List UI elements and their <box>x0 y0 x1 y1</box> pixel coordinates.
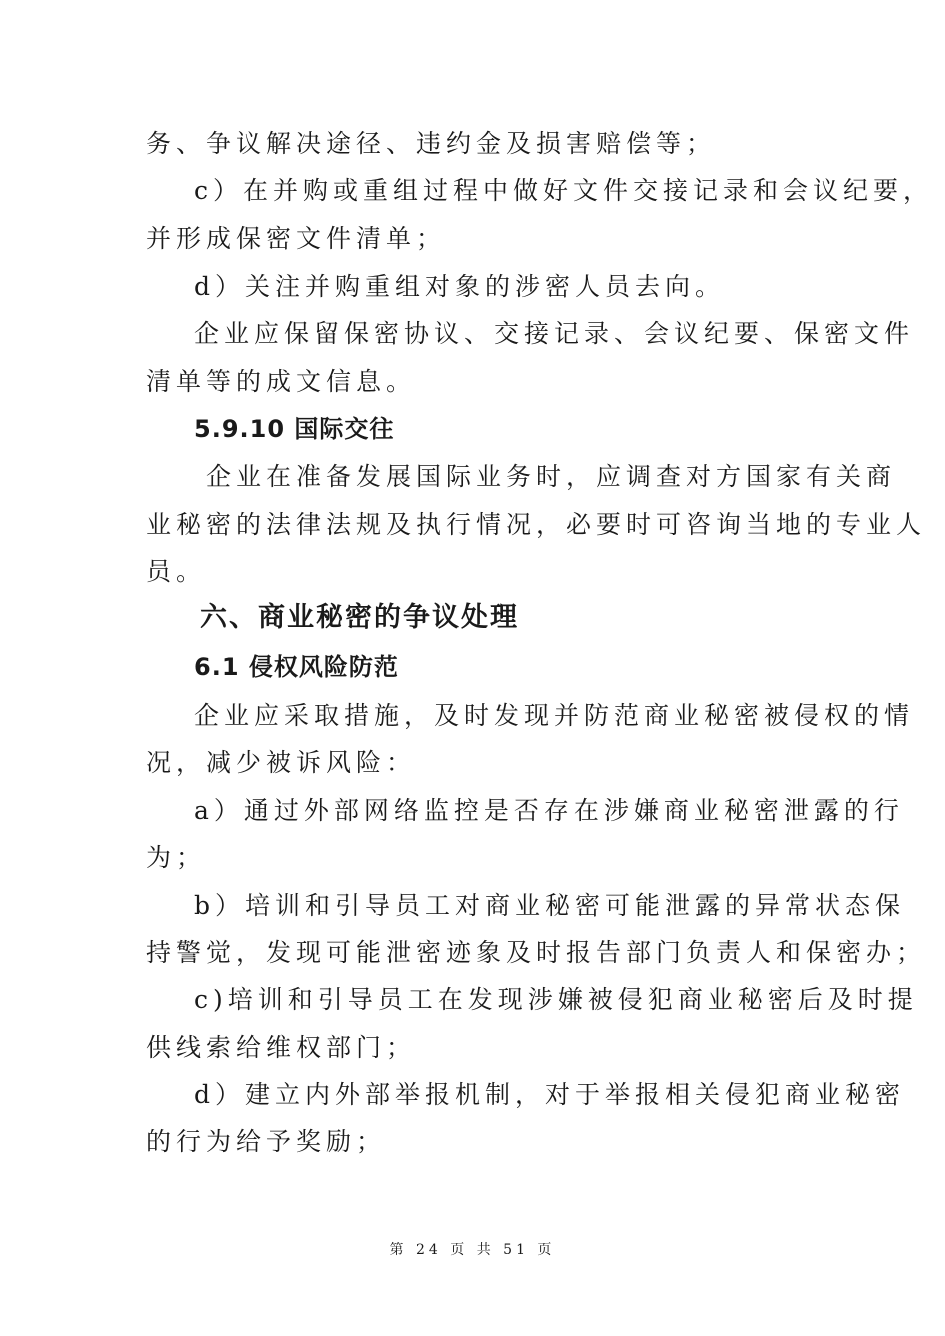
paragraph-line: a）通过外部网络监控是否存在涉嫌商业秘密泄露的行 <box>194 796 904 825</box>
page-number-footer: 第 24 页 共 51 页 <box>389 1242 556 1258</box>
paragraph-line: b）培训和引导员工对商业秘密可能泄露的异常状态保 <box>194 891 906 920</box>
paragraph-line: 员。 <box>146 557 207 586</box>
paragraph-line: d）建立内外部举报机制，对于举报相关侵犯商业秘密 <box>194 1080 906 1109</box>
paragraph-line: 企业在准备发展国际业务时，应调查对方国家有关商 <box>206 462 897 491</box>
section-heading-6-1: 6.1 侵权风险防范 <box>194 653 399 681</box>
paragraph-line: 持警觉，发现可能泄密迹象及时报告部门负责人和保密办； <box>146 938 927 967</box>
paragraph-line: 并形成保密文件清单； <box>146 224 447 253</box>
paragraph-line: c)培训和引导员工在发现涉嫌被侵犯商业秘密后及时提 <box>194 985 918 1014</box>
paragraph-line: 企业应保留保密协议、交接记录、会议纪要、保密文件 <box>194 319 915 348</box>
paragraph-line: c）在并购或重组过程中做好文件交接记录和会议纪要， <box>194 176 934 205</box>
paragraph-line: 况，减少被诉风险： <box>146 748 417 777</box>
paragraph-line: 清单等的成文信息。 <box>146 367 417 396</box>
section-heading-5-9-10: 5.9.10 国际交往 <box>194 415 395 443</box>
paragraph-line: 企业应采取措施，及时发现并防范商业秘密被侵权的情 <box>194 701 915 730</box>
paragraph-line: 业秘密的法律法规及执行情况，必要时可咨询当地的专业人 <box>146 510 927 539</box>
paragraph-line: 为； <box>146 843 207 872</box>
paragraph-line: d）关注并购重组对象的涉密人员去向。 <box>194 272 726 301</box>
paragraph-line: 务、争议解决途径、违约金及损害赔偿等； <box>146 129 717 158</box>
paragraph-line: 的行为给予奖励； <box>146 1127 387 1156</box>
chapter-heading-6: 六、商业秘密的争议处理 <box>200 602 519 633</box>
paragraph-line: 供线索给维权部门； <box>146 1033 417 1062</box>
